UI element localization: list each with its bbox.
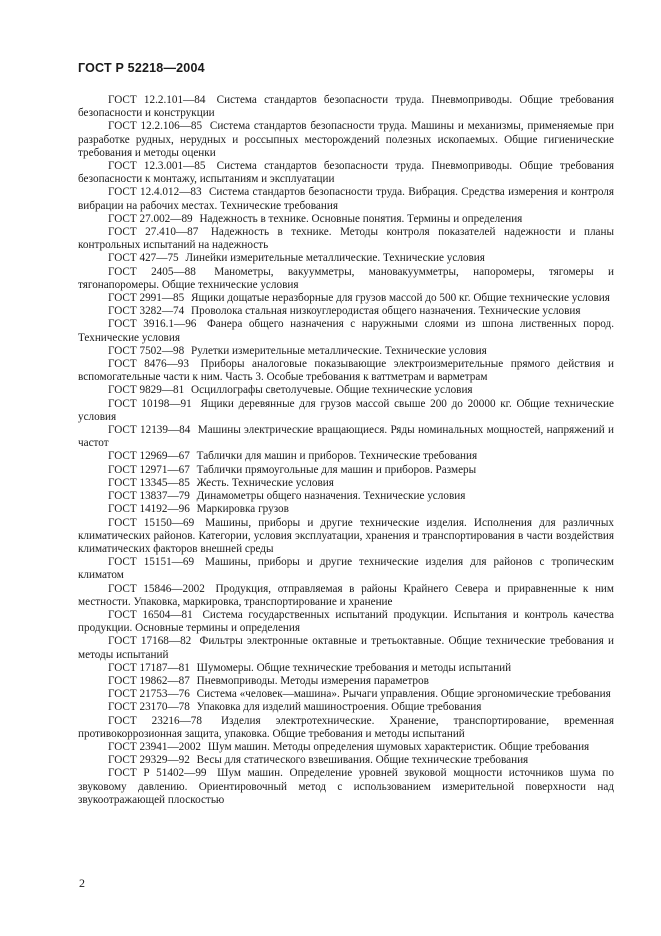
reference-code: ГОСТ 13837—79 (108, 490, 190, 503)
reference-code: ГОСТ 27.410—87 (108, 226, 199, 239)
reference-code: ГОСТ 8476—93 (108, 358, 189, 371)
reference-item (78, 226, 614, 252)
reference-code: ГОСТ 3916.1—96 (108, 318, 197, 331)
reference-item (78, 609, 614, 635)
reference-title: Манометры, вакуумметры, мановакуумметры, напоромеры, тягомеры и тягонапоромеры. Общие технические условия (78, 265, 615, 291)
reference-code: ГОСТ 13345—85 (108, 476, 190, 489)
reference-title: Система стандартов безопасности труда. Вибрация. Средства измерения и контроля вибрации на рабочих местах. Технические требования (78, 186, 615, 212)
reference-item (78, 701, 614, 714)
reference-title: Машины, приборы и другие технические изделия. Исполнения для различных климатических районов. Категории, условия эксплуатации, хранения и транспортирования в части воздействия климатических факторов внешней среды (78, 516, 614, 555)
reference-title: Надежность в технике. Основные понятия. Термины и определения (199, 212, 523, 225)
reference-item (78, 556, 614, 582)
reference-code: ГОСТ 14192—96 (108, 503, 190, 516)
page-header-title: ГОСТ Р 52218—2004 (78, 61, 205, 75)
reference-title: Маркировка грузов (196, 503, 289, 516)
reference-code: ГОСТ 10198—91 (108, 397, 192, 410)
reference-title: Ящики деревянные для грузов массой свыше 200 до 20000 кг. Общие технические условия (78, 397, 615, 423)
reference-code: ГОСТ 29329—92 (108, 754, 190, 767)
reference-item (78, 675, 614, 688)
reference-item (78, 741, 614, 754)
reference-item (78, 635, 614, 661)
reference-title: Шум машин. Определение уровней звуковой мощности источников шума по звуковому давлению. Ориентировочный метод с использованием измерительной поверхности над звукоотражающей плоскостью (78, 767, 614, 806)
reference-code: ГОСТ 12971—67 (108, 463, 190, 476)
reference-item (78, 292, 614, 305)
reference-item (78, 583, 614, 609)
reference-item (78, 120, 614, 160)
reference-item (78, 424, 614, 450)
reference-title: Машины, приборы и другие технические изделия для районов с тропическим климатом (78, 556, 615, 582)
reference-item (78, 688, 614, 701)
reference-title: Шумомеры. Общие технические требования и методы испытаний (196, 661, 512, 674)
reference-item (78, 305, 614, 318)
reference-code: ГОСТ 21753—76 (108, 688, 190, 701)
reference-title: Пневмоприводы. Методы измерения параметров (196, 674, 429, 687)
reference-title: Фильтры электронные октавные и третьоктавные. Общие технические требования и методы испытаний (78, 635, 615, 661)
reference-code: ГОСТ 2991—85 (108, 292, 185, 305)
reference-title: Рулетки измерительные металлические. Технические условия (191, 344, 487, 357)
reference-item (78, 754, 614, 767)
reference-title: Система стандартов безопасности труда. Пневмоприводы. Общие требования безопасности и конструкции (78, 94, 615, 120)
reference-code: ГОСТ 2405—88 (108, 265, 196, 278)
reference-code: ГОСТ 12.3.001—85 (108, 160, 206, 173)
reference-item (78, 767, 614, 807)
reference-title: Изделия электротехнические. Хранение, транспортирование, временная противокоррозионная защита, упаковка. Общие требования и методы испытаний (78, 714, 614, 740)
reference-title: Таблички для машин и приборов. Технические требования (196, 450, 478, 463)
reference-code: ГОСТ 12.2.106—85 (108, 120, 203, 133)
reference-item (78, 398, 614, 424)
reference-title: Шум машин. Методы определения шумовых характеристик. Общие требования (207, 740, 590, 753)
reference-title: Система стандартов безопасности труда. Пневмоприводы. Общие требования безопасности к монтажу, испытаниям и эксплуатации (78, 160, 615, 186)
reference-item (78, 715, 614, 741)
reference-title: Проволока стальная низкоуглеродистая общего назначения. Технические условия (191, 305, 581, 318)
reference-code: ГОСТ 27.002—89 (108, 212, 193, 225)
normative-references-list (78, 94, 614, 807)
reference-item (78, 213, 614, 226)
reference-item (78, 318, 614, 344)
reference-code: ГОСТ 12969—67 (108, 450, 190, 463)
reference-item (78, 252, 614, 265)
reference-title: Фанера общего назначения с наружными слоями из шпона лиственных пород. Технические условия (78, 318, 615, 344)
reference-title: Осциллографы светолучевые. Общие технические условия (191, 384, 473, 397)
reference-item (78, 477, 614, 490)
reference-title: Таблички прямоугольные для машин и приборов. Размеры (196, 463, 477, 476)
reference-code: ГОСТ 23941—2002 (108, 740, 202, 753)
reference-item (78, 464, 614, 477)
reference-code: ГОСТ 16504—81 (108, 608, 193, 621)
reference-title: Весы для статического взвешивания. Общие технические требования (196, 754, 529, 767)
reference-item (78, 186, 614, 212)
reference-title: Линейки измерительные металлические. Технические условия (185, 252, 485, 265)
reference-item (78, 345, 614, 358)
reference-item (78, 160, 614, 186)
reference-item (78, 662, 614, 675)
reference-code: ГОСТ 12.2.101—84 (108, 94, 206, 106)
reference-title: Упаковка для изделий машиностроения. Общие требования (196, 701, 482, 714)
reference-item (78, 503, 614, 516)
reference-item (78, 358, 614, 384)
reference-code: ГОСТ 3282—74 (108, 305, 185, 318)
page-number: 2 (79, 876, 85, 890)
reference-code: ГОСТ 7502—98 (108, 344, 185, 357)
reference-item (78, 384, 614, 397)
reference-code: ГОСТ 15151—69 (108, 556, 195, 569)
reference-title: Ящики дощатые неразборные для грузов массой до 500 кг. Общие технические условия (191, 292, 610, 305)
reference-item (78, 450, 614, 463)
reference-title: Система стандартов безопасности труда. Машины и механизмы, применяемые при разработке рудных, нерудных и россыпных месторождений полезных ископаемых. Общие гигиенические требования и методы оценки (78, 120, 615, 159)
reference-code: ГОСТ 15150—69 (108, 516, 195, 529)
reference-title: Динамометры общего назначения. Технические условия (196, 490, 466, 503)
reference-code: ГОСТ Р 51402—99 (108, 767, 207, 780)
reference-code: ГОСТ 17168—82 (108, 635, 192, 648)
reference-code: ГОСТ 12.4.012—83 (108, 186, 202, 199)
reference-title: Приборы аналоговые показывающие электроизмерительные прямого действия и вспомогательные части к ним. Часть 3. Особые требования к ваттметрам и варметрам (78, 358, 614, 384)
reference-title: Машины электрические вращающиеся. Ряды номинальных мощностей, напряжений и частот (78, 424, 615, 450)
reference-code: ГОСТ 19862—87 (108, 674, 190, 687)
reference-title: Система государственных испытаний продукции. Испытания и контроль качества продукции. Основные термины и определения (78, 608, 615, 635)
reference-item (78, 517, 614, 557)
reference-title: Жесть. Технические условия (196, 476, 334, 489)
reference-code: ГОСТ 12139—84 (108, 424, 191, 437)
reference-code: ГОСТ 23170—78 (108, 701, 190, 714)
reference-code: ГОСТ 9829—81 (108, 384, 185, 397)
reference-item (78, 94, 614, 120)
reference-code: ГОСТ 17187—81 (108, 661, 190, 674)
reference-title: Система «человек—машина». Рычаги управления. Общие эргономические требования (196, 688, 611, 701)
reference-code: ГОСТ 15846—2002 (108, 582, 205, 595)
reference-code: ГОСТ 427—75 (108, 252, 179, 265)
reference-item (78, 490, 614, 503)
reference-item (78, 266, 614, 292)
reference-code: ГОСТ 23216—78 (108, 714, 202, 727)
reference-title: Надежность в технике. Методы контроля показателей надежности и планы контрольных испытаний на надежность (78, 226, 614, 252)
reference-title: Продукция, отправляемая в районы Крайнего Севера и приравненные к ним местности. Упаковка, маркировка, транспортирование и хранение (78, 582, 615, 608)
